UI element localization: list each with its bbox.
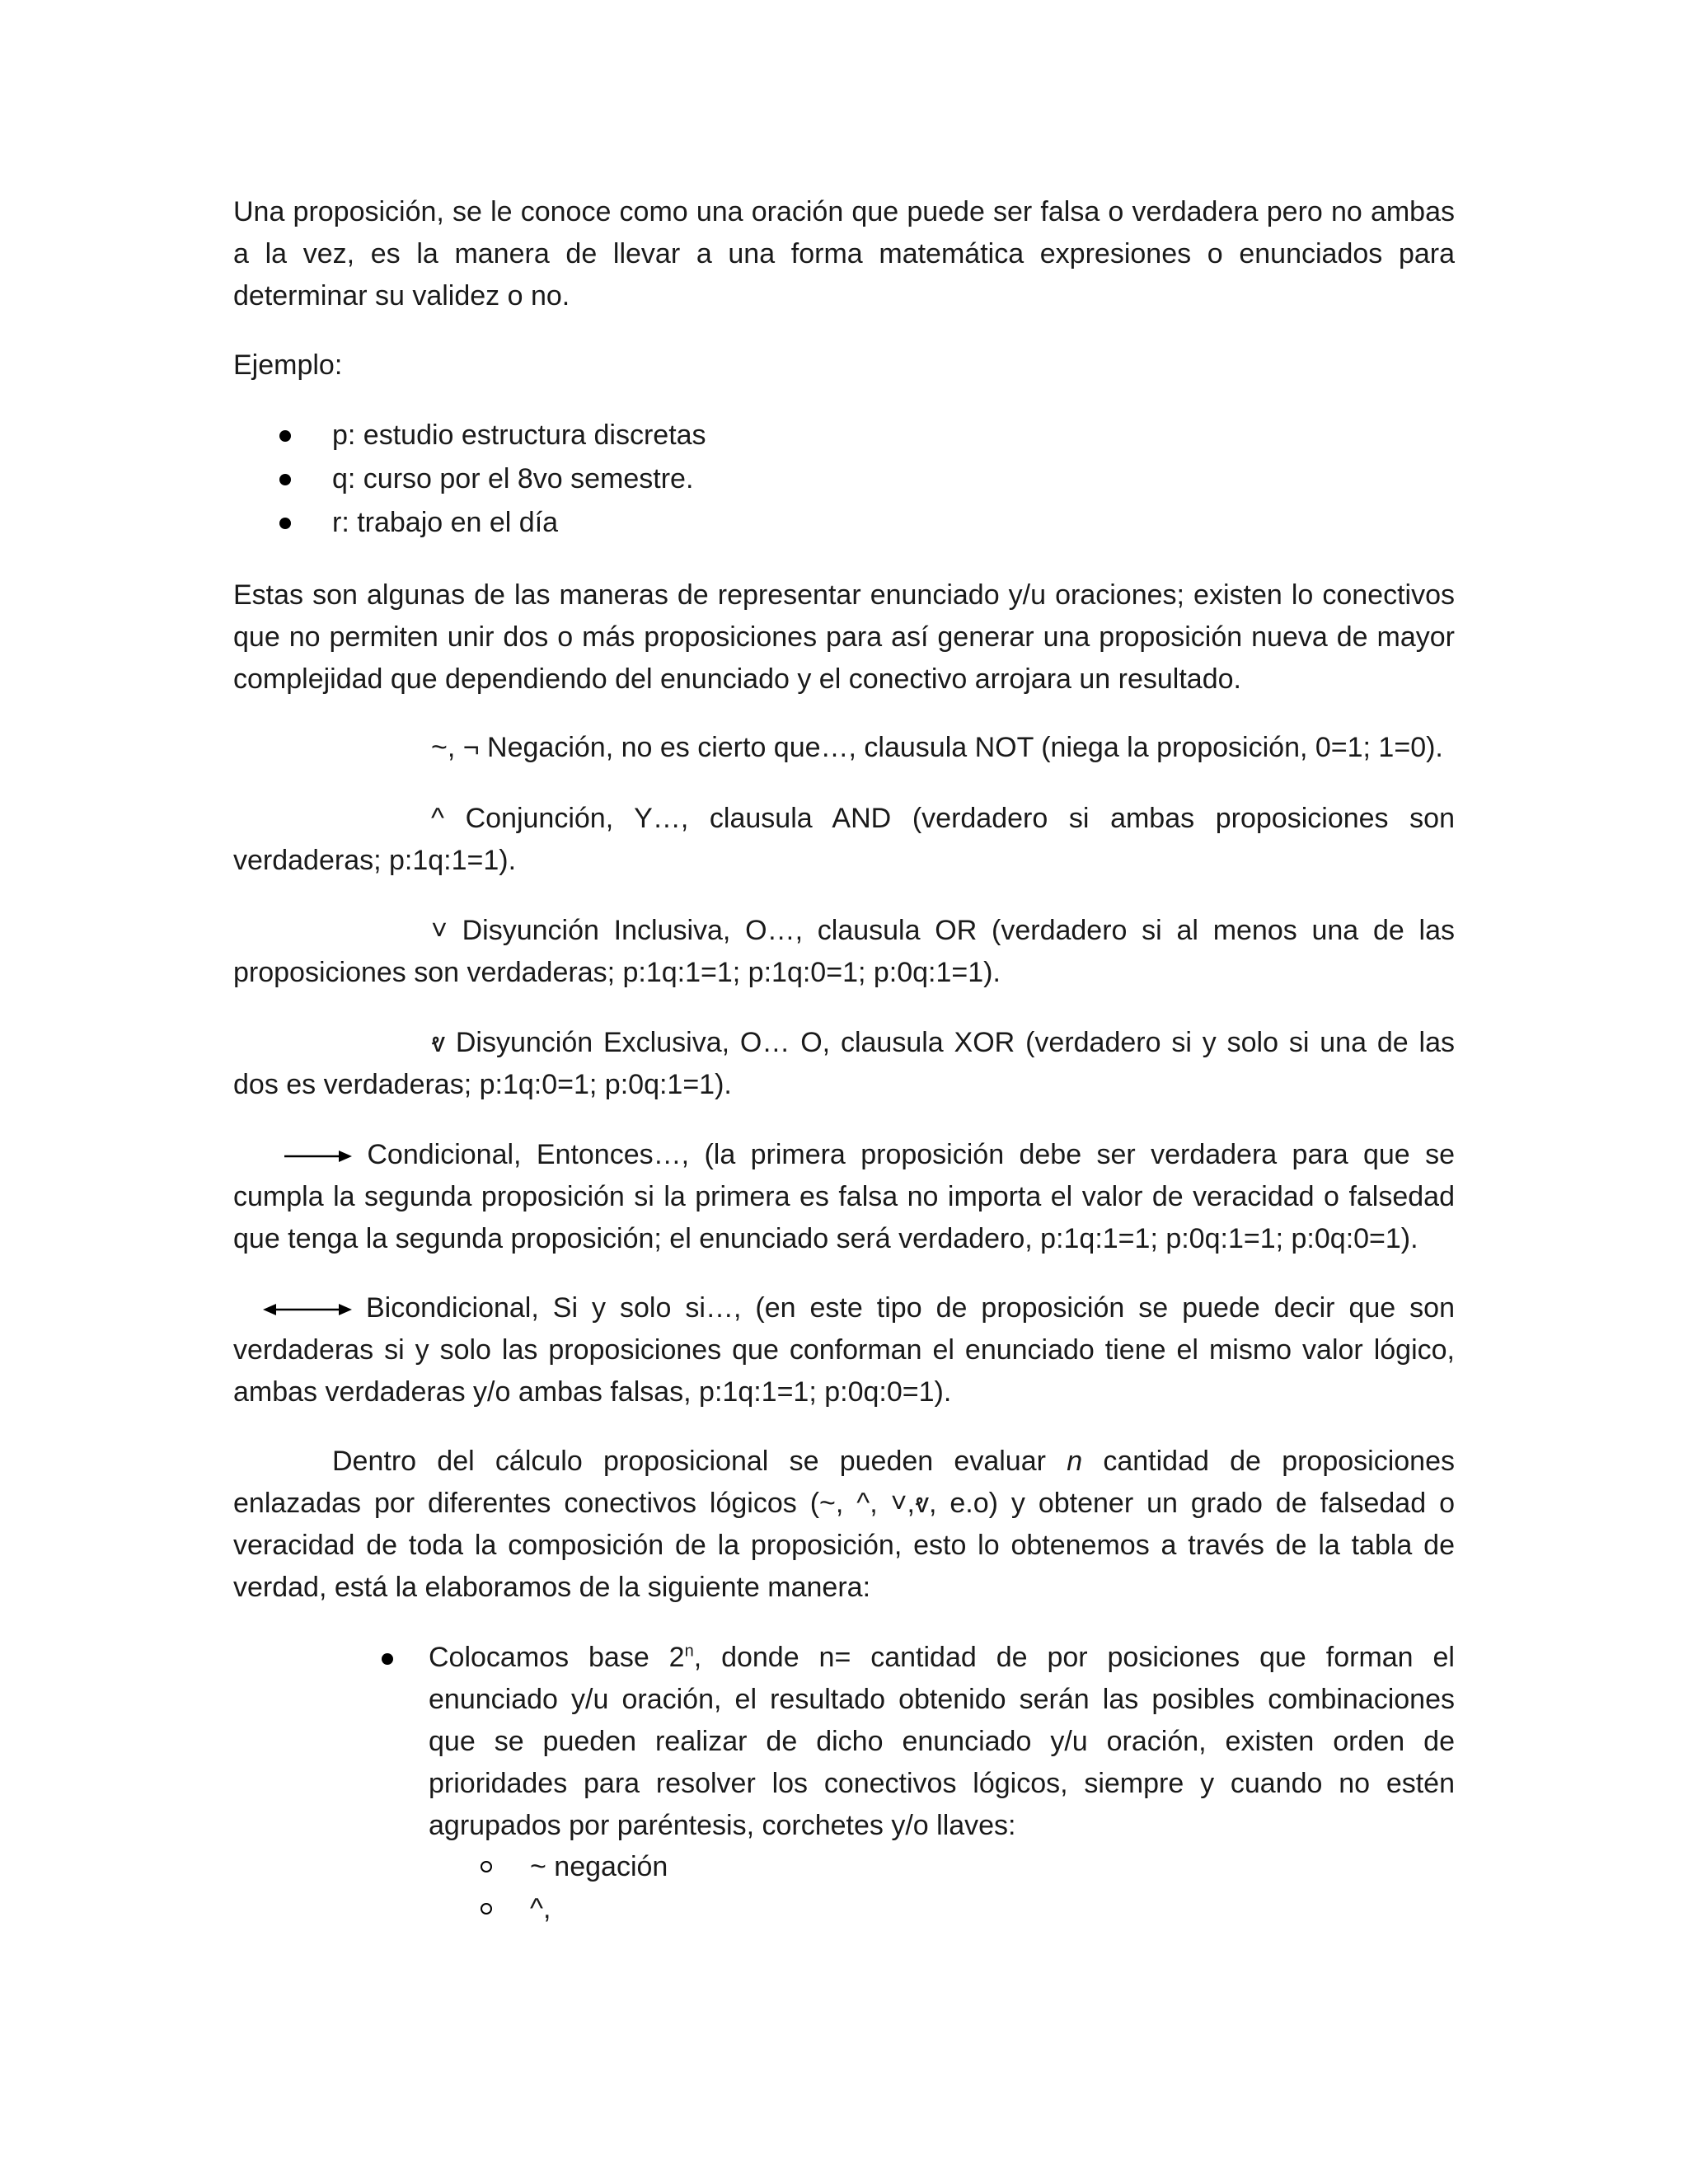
right-arrow-icon — [284, 1148, 352, 1165]
biconditional-paragraph — [233, 1287, 1455, 1413]
bullet-icon — [279, 474, 291, 485]
example-list — [233, 414, 1455, 545]
example-label: Ejemplo: — [233, 349, 343, 381]
xor-text: Disyunción Exclusiva, O… O, clausula XOR (verdadero si y solo si una de las dos es verdaderas; p:1q:0=1; p:0q:1=1). — [233, 1027, 1455, 1100]
example-item-q: q: curso por el 8vo semestre. — [332, 463, 694, 494]
disjunction-text: Disyunción Inclusiva, O…, clausula OR (verdadero si al menos una de las proposiciones son verdaderas; p:1q:1=1; p:1q:0=1; p:0q:1=1). — [233, 915, 1455, 988]
conjunction-paragraph — [233, 798, 1455, 882]
example-item-p: p: estudio estructura discretas — [332, 419, 706, 451]
circle-bullet-icon — [481, 1903, 492, 1915]
list-item — [233, 414, 1455, 457]
list-item — [233, 1637, 1455, 1847]
conditional-paragraph — [233, 1134, 1455, 1260]
conjunction-text: Conjunción, Y…, clausula AND (verdadero si ambas proposiciones son verdaderas; p:1q:1=1). — [233, 803, 1455, 876]
step-text-end: , donde n= cantidad de por posiciones que forman el enunciado y/u oración, el resultado obtenido serán las posibles combinaciones que se pueden realizar de dicho enunciado y/u oración, existen orden de prioridades para resolver los conectivos lógicos, siempre y cuando no estén agrupados por paréntesis, corchetes y/o llaves: — [429, 1642, 1455, 1841]
list-item — [233, 1846, 1455, 1888]
connectives-intro-paragraph: Estas son algunas de las maneras de representar enunciado y/u oraciones; existen lo conectivos que no permiten unir dos o más proposiciones para así generar una proposición nueva de mayor complejidad que dependiendo del enunciado y el conectivo arrojara un resultado. — [233, 579, 1455, 695]
bullet-icon — [279, 518, 291, 529]
xor-paragraph — [233, 1022, 1455, 1106]
priority-list — [233, 1846, 1455, 1930]
list-item — [233, 457, 1455, 501]
calculus-paragraph — [233, 1441, 1455, 1609]
priority-item: ^, — [530, 1893, 551, 1924]
negation-paragraph — [233, 727, 1455, 769]
conjunction-symbol: ^ — [431, 803, 444, 834]
conditional-text: Condicional, Entonces…, (la primera proposición debe ser verdadera para que se cumpla la segunda proposición si la primera es falsa no importa el valor de veracidad o falsedad que tenga la segunda proposición; el enunciado será verdadero, p:1q:1=1; p:0q:1=1; p:0q:0=1). — [233, 1139, 1455, 1254]
intro-paragraph: Una proposición, se le conoce como una oración que puede ser falsa o verdadera pero no ambas a la vez, es la manera de llevar a una forma matemática expresiones o enunciados para determinar su validez o no. — [233, 196, 1455, 312]
circle-bullet-icon — [481, 1861, 492, 1872]
bullet-icon — [279, 430, 291, 442]
priority-item: ~ negación — [530, 1851, 668, 1882]
step-superscript: n — [684, 1642, 694, 1661]
calculus-text-start: Dentro del cálculo proposicional se pueden evaluar — [332, 1446, 1067, 1477]
example-item-r: r: trabajo en el día — [332, 507, 559, 538]
step-text-start: Colocamos base 2 — [429, 1642, 685, 1673]
biconditional-text: Bicondicional, Si y solo si…, (en este tipo de proposición se puede decir que son verdaderas si y solo las proposiciones que conforman el enunciado tiene el mismo valor lógico, ambas verdaderas y/o ambas falsas, p:1q:1=1; p:0q:0=1). — [233, 1292, 1455, 1408]
list-item — [233, 501, 1455, 545]
disjunction-symbol: ˅ — [431, 915, 448, 946]
calculus-text-end: cantidad de proposiciones enlazadas por diferentes conectivos lógicos (~, ^, ˅,ⱴ, e.o) y obtener un grado de falsedad o veracidad de toda la composición de la proposición, esto lo obtenemos a través de la tabla de verdad, está la elaboramos de la siguiente manera: — [233, 1446, 1455, 1603]
steps-list — [233, 1637, 1455, 1847]
disjunction-paragraph — [233, 910, 1455, 994]
double-arrow-icon — [263, 1301, 352, 1318]
calculus-n-variable: n — [1067, 1446, 1083, 1477]
bullet-icon — [382, 1653, 393, 1665]
xor-symbol: ⱴ — [431, 1027, 445, 1058]
negation-symbol: ~, ¬ — [431, 732, 480, 763]
negation-text: Negación, no es cierto que…, clausula NOT (niega la proposición, 0=1; 1=0). — [479, 732, 1443, 763]
list-item — [233, 1888, 1455, 1930]
